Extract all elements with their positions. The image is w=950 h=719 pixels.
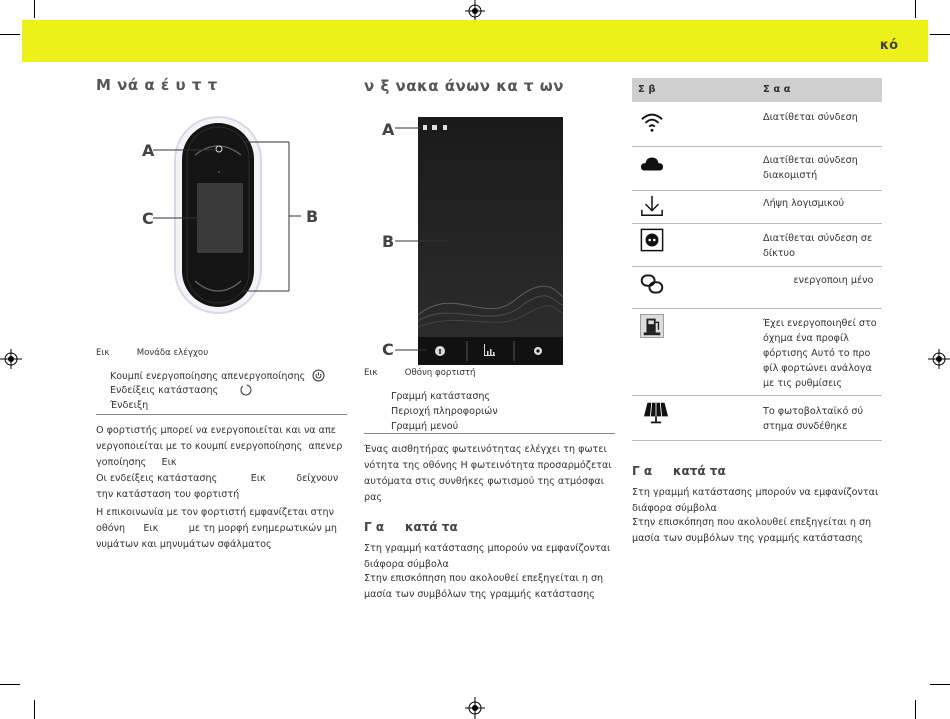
- registration-mark-top: [465, 0, 485, 22]
- list-item: Κουμπί ενεργοποίησης απενεργοποίησης: [110, 371, 306, 382]
- crop-mark: [930, 684, 950, 685]
- status-indicator-icon: [240, 384, 252, 396]
- crop-mark: [915, 700, 916, 719]
- divider: [96, 414, 347, 415]
- network-socket-icon: [640, 228, 664, 252]
- table-cell: ενεργοποιη μένο: [763, 275, 874, 286]
- paragraph: Οι ενδείξεις κατάστασης Εικ δείχνουν την κατάσταση του φορτιστή: [96, 473, 342, 500]
- figure-caption: Εικ Οθόνη φορτιστή: [364, 368, 476, 378]
- label-c: C: [142, 209, 155, 228]
- charger-screen-heading: ν ξ νακα άνων κα τ ων: [364, 77, 564, 95]
- label-b: B: [382, 232, 395, 251]
- row-divider: [632, 395, 882, 396]
- table-cell: Διατίθεται σύνδεση διακομιστή: [763, 155, 858, 181]
- row-divider: [632, 146, 882, 147]
- table-header: [632, 78, 882, 102]
- paragraph: Στην επισκόπηση που ακολουθεί επεξηγείται η ση μασία των συμβόλων της γραμμής κατάστασης: [364, 573, 604, 600]
- list-item: Περιοχή πληροφοριών: [391, 406, 498, 417]
- table-cell: Έχει ενεργοποιηθεί στο όχημα ένα προφίλ φόρτισης Αυτό το προ φίλ φορτώνει ανάλογα με τις ρυθμίσεις: [763, 318, 877, 389]
- row-divider: [632, 223, 882, 224]
- paragraph: Ο φορτιστής μπορεί να ενεργοποιείται και να απε νεργοποιείται με το κουμπί ενεργοποίησης απενερ γοποίησης Εικ: [96, 425, 346, 468]
- list-item: Γραμμή μενού: [391, 421, 459, 432]
- charging-profile-icon: [640, 314, 664, 338]
- cloud-icon: [640, 152, 664, 176]
- crop-mark: [0, 34, 20, 35]
- label-a: A: [382, 120, 395, 139]
- registration-mark-left: [0, 349, 22, 369]
- row-divider: [632, 308, 882, 309]
- wifi-icon: [640, 110, 664, 134]
- divider: [364, 433, 615, 434]
- table-header-symbol: Σ β: [638, 84, 656, 95]
- subheading: Γ α κατά τα: [364, 520, 458, 534]
- row-divider: [632, 440, 882, 441]
- table-cell: Διατίθεται σύνδεση σε δίκτυο: [763, 233, 873, 259]
- label-b: B: [306, 207, 319, 226]
- link-icon: [640, 272, 664, 296]
- solar-panel-icon: [640, 401, 672, 425]
- paragraph: Στη γραμμή κατάστασης μπορούν να εμφανίζονται διάφορα σύμβολα: [632, 487, 879, 514]
- crop-mark: [34, 0, 35, 18]
- list-item: Ένδειξη: [110, 400, 149, 411]
- registration-mark-right: [928, 349, 950, 369]
- control-unit-heading: Μ νά α έ υ τ τ: [96, 76, 218, 94]
- list-item: Ενδείξεις κατάστασης: [110, 385, 219, 396]
- row-divider: [632, 190, 882, 191]
- crop-mark: [930, 34, 950, 35]
- subheading: Γ α κατά τα: [632, 464, 726, 478]
- label-c: C: [382, 340, 395, 359]
- crop-mark: [34, 700, 35, 719]
- header-banner: [22, 20, 928, 62]
- table-cell: Το φωτοβολταϊκό σύ στημα συνδέθηκε: [763, 406, 864, 432]
- row-divider: [632, 266, 882, 267]
- banner-title: κό: [879, 38, 898, 53]
- list-item: Γραμμή κατάστασης: [391, 391, 491, 402]
- table-header-meaning: Σ α α: [763, 84, 791, 95]
- crop-mark: [915, 0, 916, 18]
- figure-caption: Εικ Μονάδα ελέγχου: [96, 348, 209, 358]
- paragraph: Στη γραμμή κατάστασης μπορούν να εμφανίζονται διάφορα σύμβολα: [364, 543, 611, 570]
- paragraph: Στην επισκόπηση που ακολουθεί επεξηγείται η ση μασία των συμβόλων της γραμμής κατάστασης: [632, 517, 872, 544]
- power-icon: [312, 369, 325, 382]
- table-cell: Λήψη λογισμικού: [763, 198, 845, 209]
- paragraph: Ένας αισθητήρας φωτεινότητας ελέγχει τη φωτει νότητα της οθόνης Η φωτεινότητα προσαρμόζεται αυτόματα στις συνθήκες φωτισμού της ατμόσφαι ρας: [364, 444, 612, 503]
- paragraph: Η επικοινωνία με τον φορτιστή εμφανίζεται στην οθόνη Εικ με τη μορφή ενημερωτικών μη νυμάτων και μηνυμάτων σφάλματος: [96, 507, 340, 550]
- control-unit-figure: [135, 115, 325, 315]
- download-icon: [640, 194, 664, 218]
- crop-mark: [0, 684, 20, 685]
- table-cell: Διατίθεται σύνδεση: [763, 112, 858, 123]
- charger-screen-figure: [395, 115, 565, 367]
- label-a: A: [142, 141, 155, 160]
- registration-mark-bottom: [465, 697, 485, 719]
